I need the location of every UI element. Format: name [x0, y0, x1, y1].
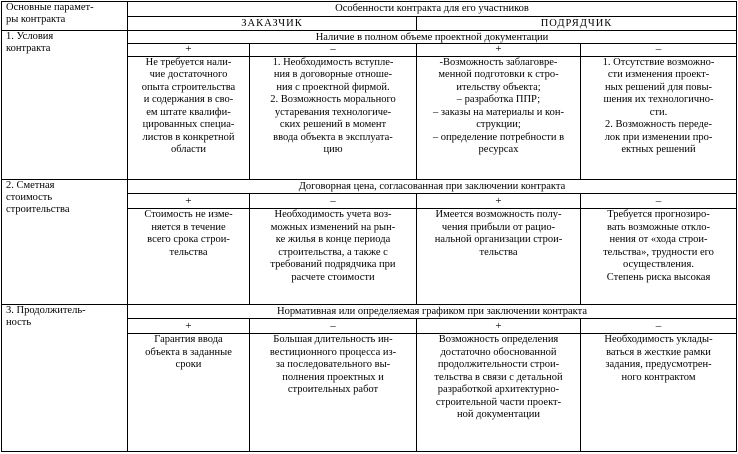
section-2-contractor-minus-text — [581, 209, 737, 305]
text-line: Необходимость учета воз- — [274, 209, 392, 221]
text-line: задания, предусмотрен- — [605, 359, 712, 371]
text-line: ке жилья в конце периода — [275, 234, 391, 246]
text-line: ектных решений — [621, 144, 696, 156]
text-line: требований подрядчика при — [270, 259, 396, 271]
text-line: нения от «хода строи- — [609, 234, 708, 246]
contractor-header: ПОДРЯДЧИК — [417, 16, 737, 31]
text-line: цию — [323, 144, 343, 156]
text-line: Имеется возможность полу- — [435, 209, 562, 221]
section-2-param — [2, 179, 128, 304]
text-line: строительной части проект- — [435, 396, 562, 408]
text-line: сти изменения проект- — [607, 69, 710, 81]
text-line: Необходимость уклады- — [604, 334, 713, 346]
text-line: лок при изменении про- — [604, 131, 713, 143]
section-3-customer-minus-text — [250, 334, 417, 452]
text-line: 2. Возможность переде- — [605, 119, 712, 131]
section-3-sign-customer-plus: + — [128, 319, 250, 334]
text-line: струкции; — [476, 119, 521, 131]
text-line: ния с проектной фирмой. — [276, 81, 390, 93]
text-line: осуществления. — [623, 259, 694, 271]
text-line: ительству объекта; — [456, 81, 541, 93]
customer-header: ЗАКАЗЧИК — [128, 16, 417, 31]
text-line: – разработка ППР; — [456, 94, 541, 106]
section-2-span: Договорная цена, согласованная при заключении контракта — [128, 179, 737, 194]
section-2-sign-contractor-plus: + — [417, 194, 581, 209]
text-line: строительства, а также с — [278, 246, 388, 258]
section-1-span: Наличие в полном объеме проектной документации — [128, 31, 737, 44]
text-line: вать возможные откло- — [607, 221, 710, 233]
text-line: ных решений для повы- — [604, 81, 713, 93]
text-line: расчете стоимости — [291, 271, 375, 283]
section-2-customer-plus-text — [128, 209, 250, 305]
text-line: опыта строительства — [141, 81, 236, 93]
text-line: продолжительности строи- — [437, 359, 560, 371]
text-line: тельства — [169, 246, 208, 258]
text-line: сти. — [649, 106, 668, 118]
section-3-span: Нормативная или определяемая графиком при заключении контракта — [128, 304, 737, 319]
text-line: Большая длительность ин- — [273, 334, 393, 346]
text-line: -Возможность заблаговре- — [439, 56, 558, 68]
section-2-param-line-1: 2. Сметная — [6, 179, 55, 191]
text-line: сроки — [175, 359, 202, 371]
section-3-contractor-minus-text — [581, 334, 737, 452]
text-line: объекта в заданные — [145, 346, 232, 358]
section-2-sign-customer-plus: + — [128, 194, 250, 209]
section-1-param — [2, 31, 128, 179]
section-1-customer-plus-text — [128, 56, 250, 179]
text-line: ного контрактом — [621, 371, 696, 383]
section-1-contractor-plus-text — [417, 56, 581, 179]
text-line: тельства», трудности его — [603, 246, 714, 258]
text-line: ввода объекта в эксплуата- — [273, 131, 393, 143]
section-1-sign-customer-minus: – — [250, 44, 417, 57]
section-2-contractor-plus-text — [417, 209, 581, 305]
text-line: нальной организации строи- — [434, 234, 563, 246]
text-line: 1. Необходимость вступле- — [272, 56, 394, 68]
text-line: Возможность определения — [438, 334, 559, 346]
section-2-sign-contractor-minus: – — [581, 194, 737, 209]
text-line: и содержания в сво- — [143, 94, 234, 106]
section-2-span-row — [2, 179, 737, 194]
text-line: вестиционного процесса из- — [269, 346, 397, 358]
text-line: тельства в связи с детальной — [434, 371, 563, 383]
text-line: листов в конкретной — [142, 131, 235, 143]
section-2-customer-minus-text — [250, 209, 417, 305]
features-header: Особенности контракта для его участников — [128, 2, 737, 17]
text-line: всего срока строи- — [147, 234, 230, 246]
section-3-sign-contractor-minus: – — [581, 319, 737, 334]
text-line: ваться в жесткие рамки — [606, 346, 711, 358]
text-line: полнения проектных и — [282, 371, 384, 383]
section-3-contractor-plus-text — [417, 334, 581, 452]
text-line: ной документации — [457, 409, 540, 421]
text-line: – заказы на материалы и кон- — [433, 106, 564, 118]
text-line: няется в течение — [151, 221, 226, 233]
text-line: Степень риска высокая — [606, 271, 711, 283]
section-3-param — [2, 304, 128, 451]
section-1-customer-minus-text — [250, 56, 417, 179]
text-line: ем штате квалифи- — [146, 106, 231, 118]
text-line: ских решений в момент — [279, 119, 387, 131]
section-1-sign-customer-plus: + — [128, 44, 250, 57]
text-line: чие достаточного — [149, 69, 228, 81]
section-1-sign-contractor-minus: – — [581, 44, 737, 57]
text-line: ресурсах — [478, 144, 519, 156]
text-line: чения прибыли от рацио- — [441, 221, 556, 233]
text-line: за последовательного вы- — [275, 359, 391, 371]
text-line: – определение потребности в — [432, 131, 565, 143]
section-1-contractor-minus-text — [581, 56, 737, 179]
param-column-header — [2, 2, 128, 31]
text-line: Не требуется нали- — [145, 56, 232, 68]
text-line: устаревания технологиче- — [274, 106, 392, 118]
header-row-1 — [2, 2, 737, 17]
section-1-param-line-2: контракта — [6, 43, 51, 55]
section-1-param-line-1: 1. Условия — [6, 31, 54, 43]
text-line: тельства — [479, 246, 518, 258]
text-line: менной подготовки к стро- — [438, 69, 559, 81]
section-3-sign-customer-minus: – — [250, 319, 417, 334]
text-line: 1. Отсутствие возможно- — [602, 56, 715, 68]
text-line: Стоимость не изме- — [144, 209, 233, 221]
section-3-param-line-2: ность — [6, 316, 32, 328]
param-header-line-1: Основные парамет- — [6, 2, 94, 13]
section-3-param-line-1: 3. Продолжитель- — [6, 304, 86, 316]
section-3-span-row — [2, 304, 737, 319]
text-line: разработкой архитектурно- — [437, 384, 560, 396]
text-line: достаточно обоснованной — [440, 346, 557, 358]
section-3-sign-contractor-plus: + — [417, 319, 581, 334]
contract-features-table — [1, 1, 737, 452]
section-2-param-line-2: стоимость — [6, 191, 53, 203]
text-line: строительных работ — [287, 384, 379, 396]
section-2-param-line-3: строительства — [6, 203, 70, 215]
text-line: 2. Возможность морального — [270, 94, 396, 106]
text-line: Требуется прогнозиро- — [607, 209, 710, 221]
section-1-sign-contractor-plus: + — [417, 44, 581, 57]
text-line: можных изменений на рын- — [270, 221, 396, 233]
text-line: ния в договорные отноше- — [273, 69, 393, 81]
section-2-sign-customer-minus: – — [250, 194, 417, 209]
text-line: цированных специа- — [142, 119, 235, 131]
text-line: области — [170, 144, 207, 156]
text-line: Гарантия ввода — [154, 334, 223, 346]
param-header-line-2: ры контракта — [6, 14, 66, 25]
section-1-span-row — [2, 31, 737, 44]
section-3-customer-plus-text — [128, 334, 250, 452]
text-line: шения их технологично- — [603, 94, 714, 106]
